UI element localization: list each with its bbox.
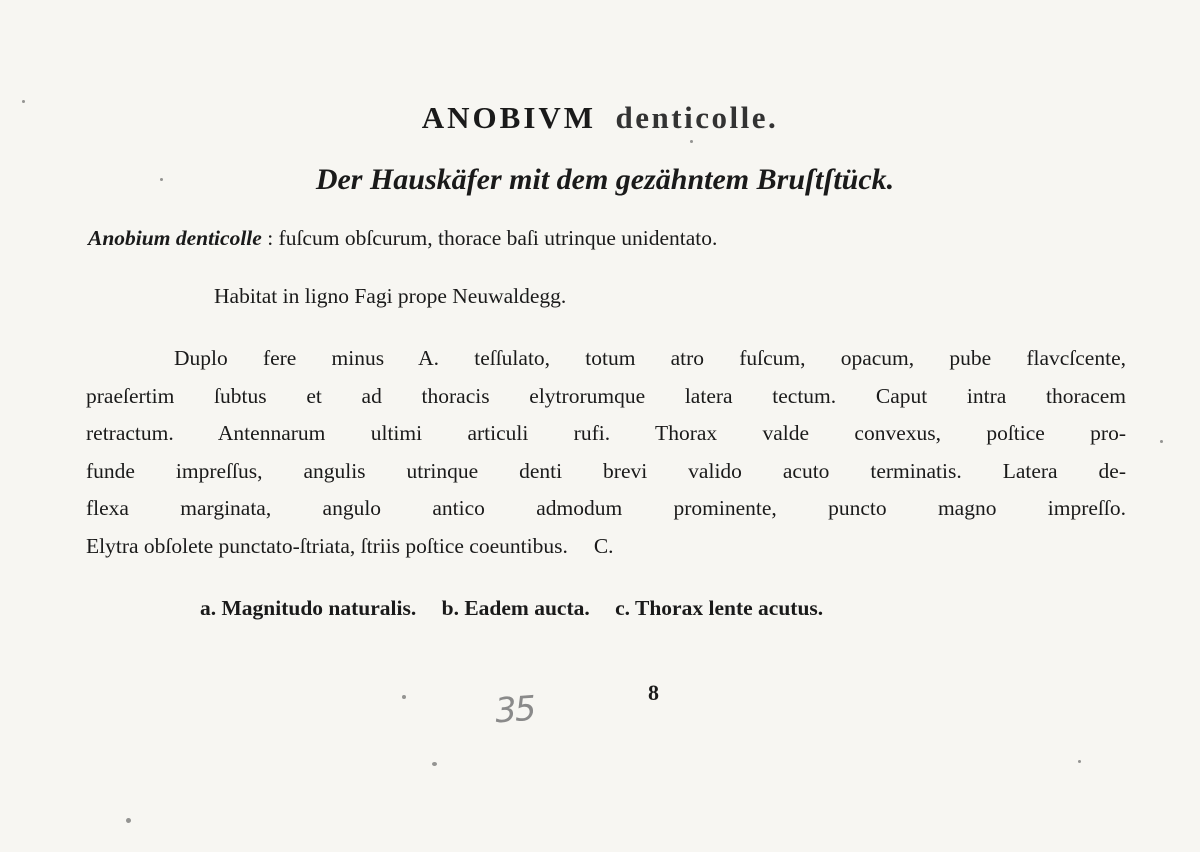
figure-c-caption: c. Thorax lente acutus. <box>615 596 824 620</box>
description-line: flexa marginata, angulo antico admodum prominente, puncto magno impreſſo. <box>86 496 1126 520</box>
diagnosis-separator: : <box>261 226 279 250</box>
description-line: Duplo fere minus A. teſſulato, totum atro fuſcum, opacum, pube flavcſcente, <box>174 346 1126 370</box>
paper-speck <box>690 140 693 143</box>
description-line-text: Elytra obſolete punctato-ſtriata, ſtriis poſtice coeuntibus. <box>86 533 568 558</box>
diagnosis <box>88 226 717 251</box>
habitat-line: Habitat in ligno Fagi prope Neuwaldegg. <box>214 284 567 308</box>
description-paragraph <box>86 340 1126 565</box>
page-title <box>0 100 1200 136</box>
species-name: Anobium denticolle <box>88 226 262 250</box>
title-species: denticolle. <box>615 100 779 135</box>
figure-legend <box>200 596 843 621</box>
author-mark: C. <box>593 533 614 558</box>
paper-speck <box>1160 440 1163 443</box>
description-line: funde impreſſus, angulis utrinque denti brevi valido acuto terminatis. Latera de- <box>86 458 1126 483</box>
diagnosis-text: fuſcum obſcurum, thorace baſi utrinque unidentato. <box>278 226 718 250</box>
figure-a-caption: a. Magnitudo naturalis. <box>200 596 417 620</box>
handwritten-note: 35 <box>493 688 536 732</box>
description-line: retractum. Antennarum ultimi articuli rufi. Thorax valde convexus, poſtice pro- <box>86 421 1126 445</box>
paper-speck <box>126 818 131 823</box>
title-genus: ANOBIVM <box>421 100 597 135</box>
figure-b-caption: b. Eadem aucta. <box>441 596 590 620</box>
page-number: 8 <box>648 680 659 705</box>
german-subtitle: Der Hauskäfer mit dem gezähntem Bruſtſtück. <box>315 163 895 196</box>
description-line: praeſertim ſubtus et ad thoracis elytrorumque latera tectum. Caput intra thoracem <box>86 383 1126 408</box>
description-last-line <box>86 528 1126 566</box>
paper-speck <box>1078 760 1081 763</box>
paper-speck <box>432 762 437 766</box>
paper-speck <box>402 695 406 699</box>
